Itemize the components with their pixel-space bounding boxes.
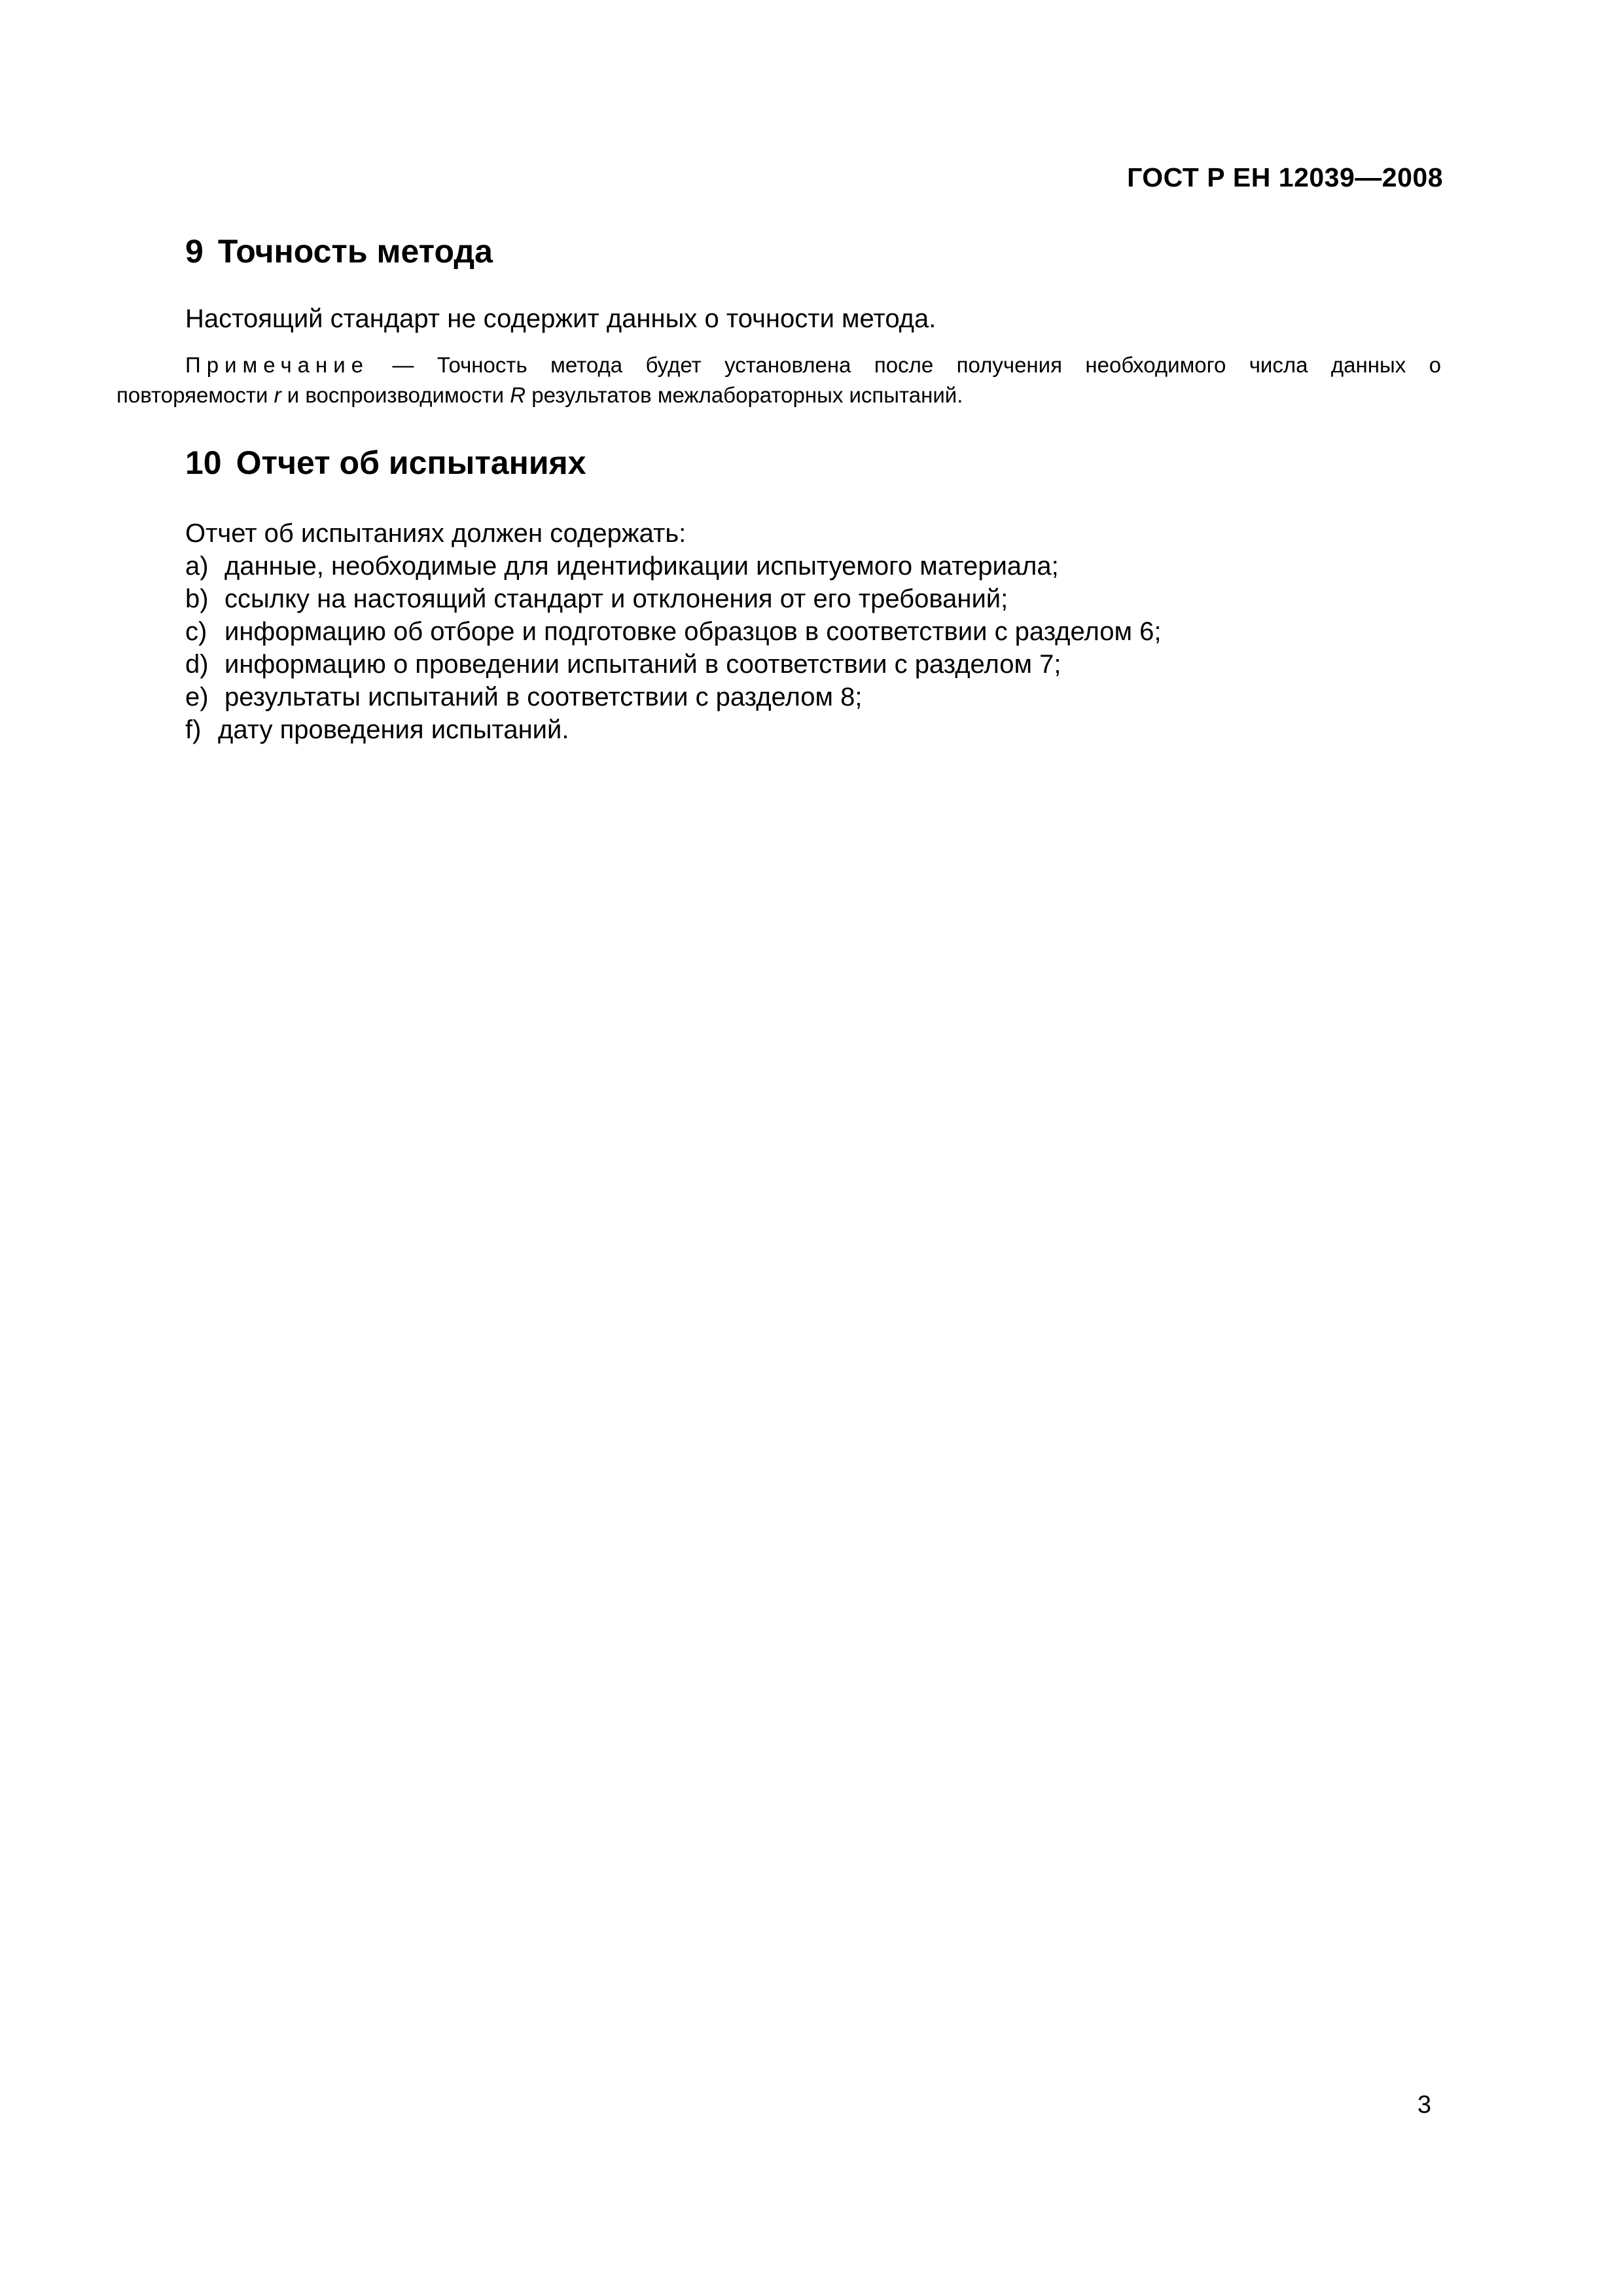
section-10-intro: Отчет об испытаниях должен содержать:: [185, 519, 687, 548]
section-9-title: Точность метода: [217, 233, 493, 270]
section-9-note: [116, 350, 1441, 410]
list-item: [185, 681, 1161, 713]
list-item: [185, 550, 1161, 583]
note-variable-r: r: [274, 383, 281, 407]
list-item-marker: e): [185, 683, 209, 711]
list-item-text: информацию о проведении испытаний в соответствии с разделом 7;: [224, 650, 1061, 679]
list-item: [185, 615, 1161, 648]
section-9-heading: [185, 232, 493, 270]
list-item-marker: c): [185, 617, 207, 646]
list-item-marker: d): [185, 650, 209, 679]
section-10-heading: [185, 444, 586, 482]
note-line-2-part-a: повторяемости: [116, 383, 274, 407]
note-line-1-text: — Точность метода будет установлена после получения необходимого числа данных о: [369, 353, 1441, 377]
list-item-marker: a): [185, 552, 209, 581]
section-9-number: 9: [185, 233, 204, 270]
note-line-2-part-b: и воспроизводимости: [281, 383, 510, 407]
note-label: Примечание: [185, 353, 370, 377]
list-item-text: дату проведения испытаний.: [218, 715, 569, 744]
note-line-2-part-c: результатов межлабораторных испытаний.: [526, 383, 963, 407]
document-code-header: ГОСТ Р ЕН 12039—2008: [1127, 162, 1443, 192]
list-item-marker: b): [185, 584, 209, 613]
list-item: [185, 583, 1161, 615]
page-number: 3: [1417, 2091, 1431, 2119]
list-item: [185, 713, 1161, 746]
note-variable-R: R: [510, 383, 526, 407]
section-9-text: Настоящий стандарт не содержит данных о точности метода.: [185, 304, 936, 333]
list-item-text: данные, необходимые для идентификации испытуемого материала;: [224, 552, 1059, 581]
list-item-text: результаты испытаний в соответствии с разделом 8;: [224, 683, 863, 711]
note-line-2: [116, 380, 1441, 410]
note-line-1: [116, 350, 1441, 380]
list-item-text: информацию об отборе и подготовке образцов в соответствии с разделом 6;: [224, 617, 1162, 646]
report-contents-list: [185, 550, 1161, 746]
section-10-number: 10: [185, 444, 222, 481]
list-item-text: ссылку на настоящий стандарт и отклонения от его требований;: [224, 584, 1008, 613]
list-item: [185, 648, 1161, 681]
list-item-marker: f): [185, 715, 202, 744]
section-10-title: Отчет об испытаниях: [236, 444, 586, 481]
